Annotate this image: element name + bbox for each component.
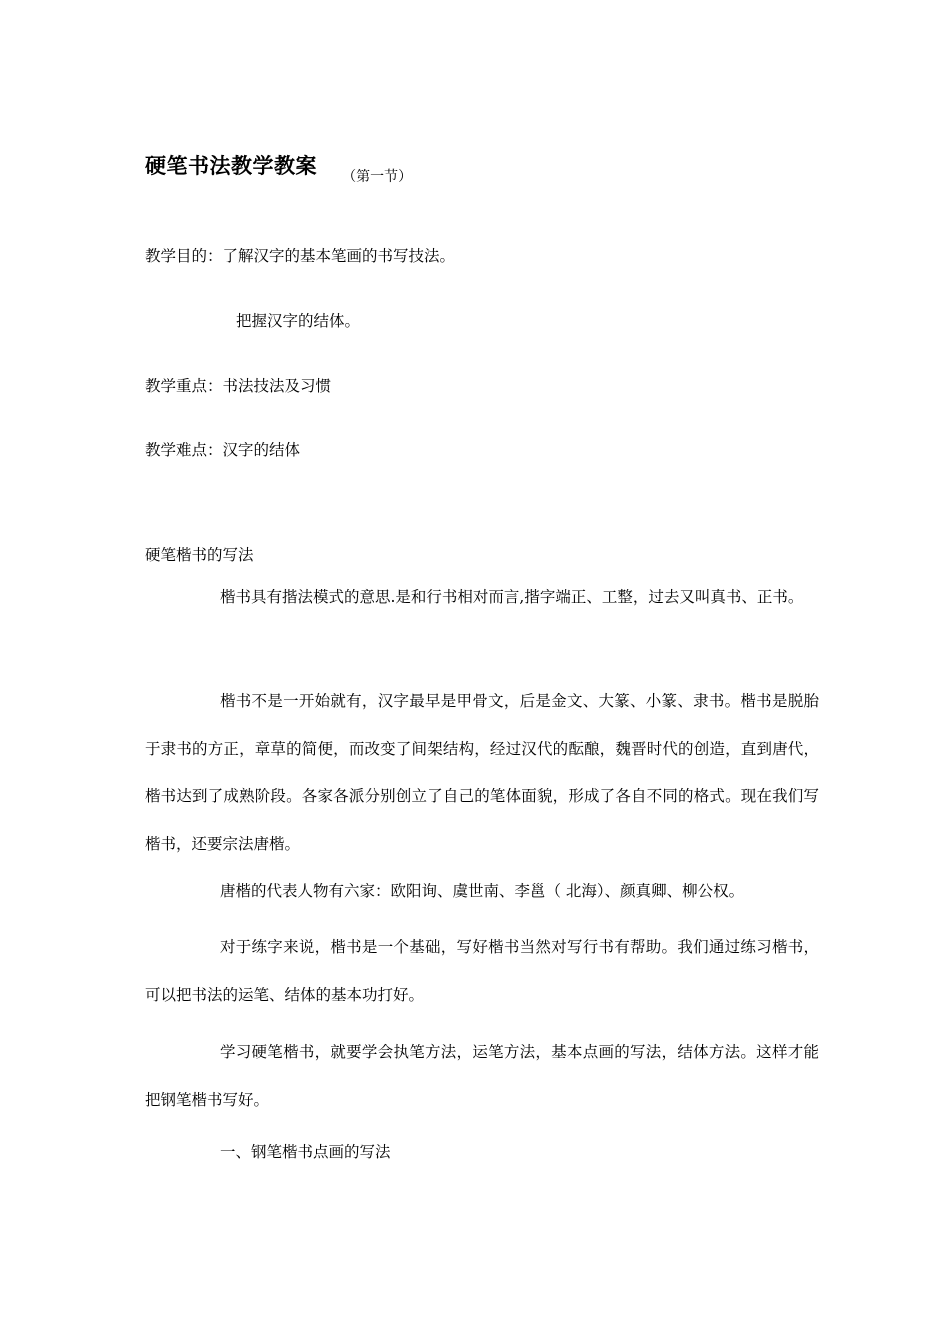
subheading: 一、钢笔楷书点画的写法 <box>220 1143 391 1161</box>
difficulty-line: 教学难点：汉字的结体 <box>145 441 301 459</box>
key-point-line: 教学重点：书法技法及习惯 <box>145 377 332 395</box>
paragraph-1: 楷书具有揩法模式的意思.是和行书相对而言,揩字端正、工整，过去又叫真书、正书。 <box>220 588 804 606</box>
section-title: 硬笔楷书的写法 <box>145 546 254 564</box>
paragraph-2: 楷书不是一开始就有，汉字最早是甲骨文，后是金文、大篆、小篆、隶书。楷书是脱胎于隶书的方正，章草的简便，而改变了间架结构，经过汉代的酝酿，魏晋时代的创造，直到唐代，楷书达到了成熟阶段。各家各派分别创立了自己的笔体面貌，形成了各自不同的格式。现在我们写楷书，还要宗法唐楷。 <box>145 692 819 853</box>
paragraph-4: 对于练字来说，楷书是一个基础，写好楷书当然对写行书有帮助。我们通过练习楷书，可以把书法的运笔、结体的基本功打好。 <box>145 938 819 1004</box>
document-subtitle: （第一节） <box>342 169 413 185</box>
objective-line-2: 把握汉字的结体。 <box>236 312 361 330</box>
paragraph-3: 唐楷的代表人物有六家：欧阳询、虞世南、李邕（ 北海）、颜真卿、柳公权。 <box>220 882 745 900</box>
paragraph-5: 学习硬笔楷书，就要学会执笔方法，运笔方法，基本点画的写法，结体方法。这样才能把钢笔楷书写好。 <box>145 1043 819 1109</box>
document-title: 硬笔书法教学教案 <box>145 154 317 178</box>
objective-line: 教学目的：了解汉字的基本笔画的书写技法。 <box>145 247 456 265</box>
title-row <box>145 150 413 185</box>
